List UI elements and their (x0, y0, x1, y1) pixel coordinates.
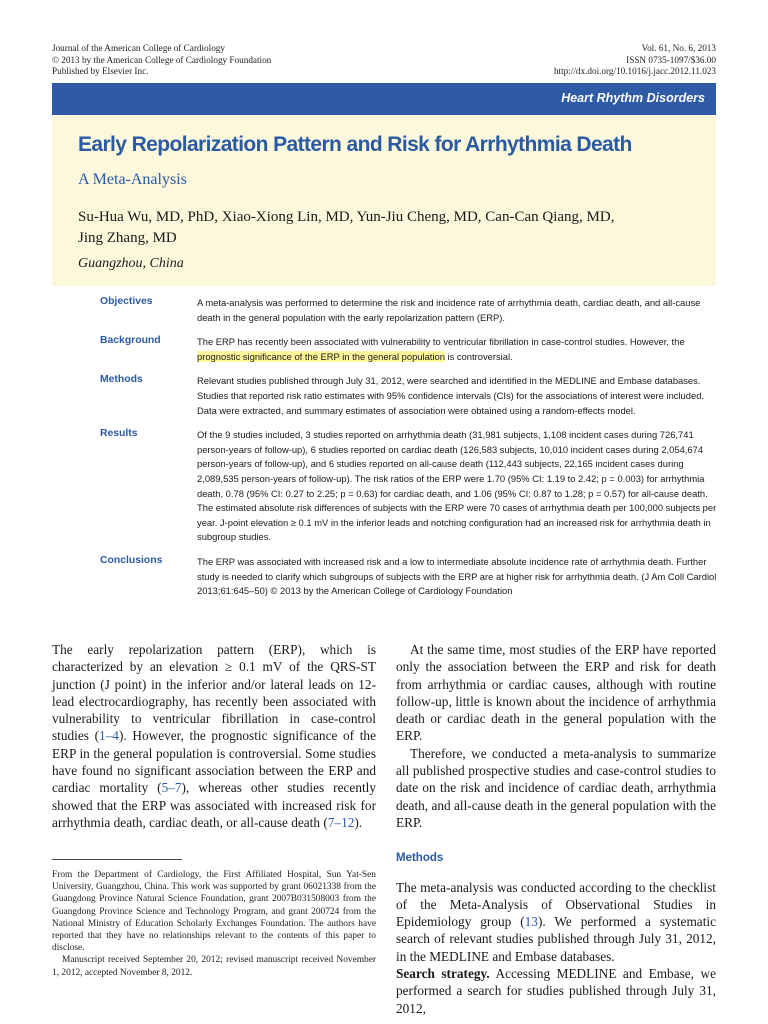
issn-line: ISSN 0735-1097/$36.00 (626, 54, 716, 65)
abstract-methods (100, 374, 720, 418)
objectives-text: A meta-analysis was performed to determine the risk and incidence rate of arrhythmia death, cardiac death, and all-cause death in the general population with the early repolarization pattern (ERP). (197, 297, 701, 323)
intro-text-2: ). However, the prognostic significance of the ERP in the general population is controversial. Some studies have found no significant association between the ERP and cardiac mortality ( (52, 728, 376, 796)
paragraph-2: At the same time, most studies of the ERP have reported only the association between the ERP and risk for death from arrhythmia or cardiac causes, although with routine follow-up, little is known about the incidence of arrhythmia death or cardiac death in the general population with the ERP. (396, 642, 716, 744)
intro-text-4: ). (354, 814, 363, 830)
citation-link[interactable]: 1–4 (99, 728, 119, 744)
body-column-right (396, 641, 716, 1017)
background-text (197, 335, 720, 364)
conclusions-label: Conclusions (100, 554, 163, 566)
citation-link[interactable]: 7–12 (327, 814, 355, 830)
abstract-objectives (100, 296, 720, 325)
intro-text-3: ), whereas other studies recently showed that the ERP was associated with increased risk for arrhythmia death, cardiac death, or all-cause death ( (52, 780, 377, 830)
search-strategy-paragraph (396, 965, 716, 1017)
title-panel (52, 115, 716, 286)
methods-text-1: The meta-analysis was conducted according to the checklist of the Meta-Analysis of Observational Studies in Epidemiology group ( (396, 879, 716, 930)
methods-label: Methods (100, 374, 143, 386)
footnote-divider (52, 859, 182, 860)
volume-line: Vol. 61, No. 6, 2013 (641, 43, 716, 53)
journal-name: Journal of the American College of Cardiology (52, 43, 225, 53)
author-list (78, 207, 698, 249)
footnote-affiliation: From the Department of Cardiology, the First Affiliated Hospital, Sun Yat-Sen University, Guangzhou, China. This work was supported by grant 06021338 from the Guangdong Province Natural Science Foundation, grant 2007B031508003 from the Guangdong Province Science and Technology Program, and grant 200724 from the National Ministry of Education Scholarly Exchanges Foundation. The authors have reported that they have no relationships relevant to the contents of this paper to disclose. (52, 870, 376, 954)
article-title: Early Repolarization Pattern and Risk for Arrhythmia Death (78, 133, 632, 156)
structured-abstract (100, 296, 720, 609)
conclusions-text: The ERP was associated with increased risk and a low to intermediate absolute incidence rate of arrhythmia death. Further study is needed to clarify which subgroups of subjects with the ERP are at higher risk for arrhythmia death. (J Am Coll Cardiol 2013;61:645–50) © 2013 by the American College of Cardiology Foundation (197, 555, 717, 597)
methods-paragraph (396, 879, 716, 965)
author-location: Guangzhou, China (78, 256, 184, 271)
section-banner (52, 83, 716, 115)
authors-line-1: Su-Hua Wu, MD, PhD, Xiao-Xiong Lin, MD, Yun-Jiu Cheng, MD, Can-Can Qiang, MD, (78, 209, 615, 225)
background-text-end: is controversial. (444, 350, 513, 362)
search-strategy-heading: Search strategy. (396, 966, 490, 982)
paragraph-3: Therefore, we conducted a meta-analysis to summarize all published prospective studies and case-control studies to date on the risk and incidence of cardiac death, arrhythmia death, and all-cause death in the general population with the ERP. (396, 745, 716, 830)
doi-link[interactable]: http://dx.doi.org/10.1016/j.jacc.2012.11.023 (553, 66, 716, 77)
background-text-start: The ERP has recently been associated with vulnerability to ventricular fibrillation in case-control studies. However, the (197, 336, 685, 348)
background-label: Background (100, 335, 161, 347)
authors-line-2: Jing Zhang, MD (78, 230, 177, 246)
abstract-results (100, 428, 720, 545)
highlighted-phrase: prognostic significance of the ERP in the general population (197, 350, 445, 362)
methods-text-2: ). We performed a systematic search of relevant studies published through July 31, 2012, in the MEDLINE and Embase databases. (396, 914, 716, 964)
section-label: Heart Rhythm Disorders (561, 91, 705, 105)
abstract-background (100, 335, 720, 364)
copyright-line: © 2013 by the American College of Cardiology Foundation (52, 54, 272, 65)
abstract-conclusions (100, 555, 720, 599)
journal-header-right (554, 43, 716, 78)
article-subtitle: A Meta-Analysis (78, 171, 187, 188)
results-label: Results (100, 428, 138, 440)
publisher-line: Published by Elsevier Inc. (52, 66, 149, 77)
intro-paragraph (52, 641, 376, 831)
results-text: Of the 9 studies included, 3 studies reported on arrhythmia death (31,981 subjects, 1,108 incident cases during 726,741 person-years of follow-up), 6 studies reported on cardiac death (126,583 subjects, 10,010 incident cases during 2,054,674 person-years of follow-up), and 6 studies reported on all-cause death (112,443 subjects, 22,165 incident cases during 2,089,535 person-years of follow-up). The risk ratios of the ERP were 1.70 (95% CI: 1.19 to 2.42; p = 0.003) for arrhythmia death, 0.78 (95% CI: 0.27 to 2.25; p = 0.63) for cardiac death, and 1.06 (95% CI: 0.87 to 1.28; p = 0.57) for all-cause death. The estimated absolute risk differences of subjects with the ERP were 70 cases of arrhythmia death per 100,000 subjects per year. J-point elevation ≥ 0.1 mV in the inferior leads and notching configuration had an increased risk for arrhythmia death in subgroup studies. (197, 429, 717, 543)
journal-header-left (52, 43, 271, 78)
intro-text-1: The early repolarization pattern (ERP), which is characterized by an elevation ≥ 0.1 mV of the QRS-ST junction (J point) in the inferior and/or lateral leads on 12-lead electrocardiography, has recently been associated with vulnerability to ventricular fibrillation in case-control studies ( (52, 642, 376, 744)
methods-heading: Methods (396, 852, 444, 865)
body-column-left (52, 641, 376, 831)
citation-link[interactable]: 5–7 (161, 780, 182, 796)
methods-text: Relevant studies published through July 31, 2012, were searched and identified in the MEDLINE and Embase databases. Studies that reported risk ratio estimates with 95% confidence intervals (CIs) for the associations of interest were included. Data were extracted, and summary estimates of association were obtained using a random-effects model. (197, 375, 705, 416)
affiliation-footnote (52, 869, 376, 979)
objectives-label: Objectives (100, 296, 153, 307)
search-strategy-text: Accessing MEDLINE and Embase, we performed a search for studies published through July 31, 2012, (396, 966, 716, 1016)
footnote-dates: Manuscript received September 20, 2012; revised manuscript received November 1, 2012, accepted November 8, 2012. (52, 955, 376, 978)
citation-link[interactable]: 13 (524, 914, 538, 930)
